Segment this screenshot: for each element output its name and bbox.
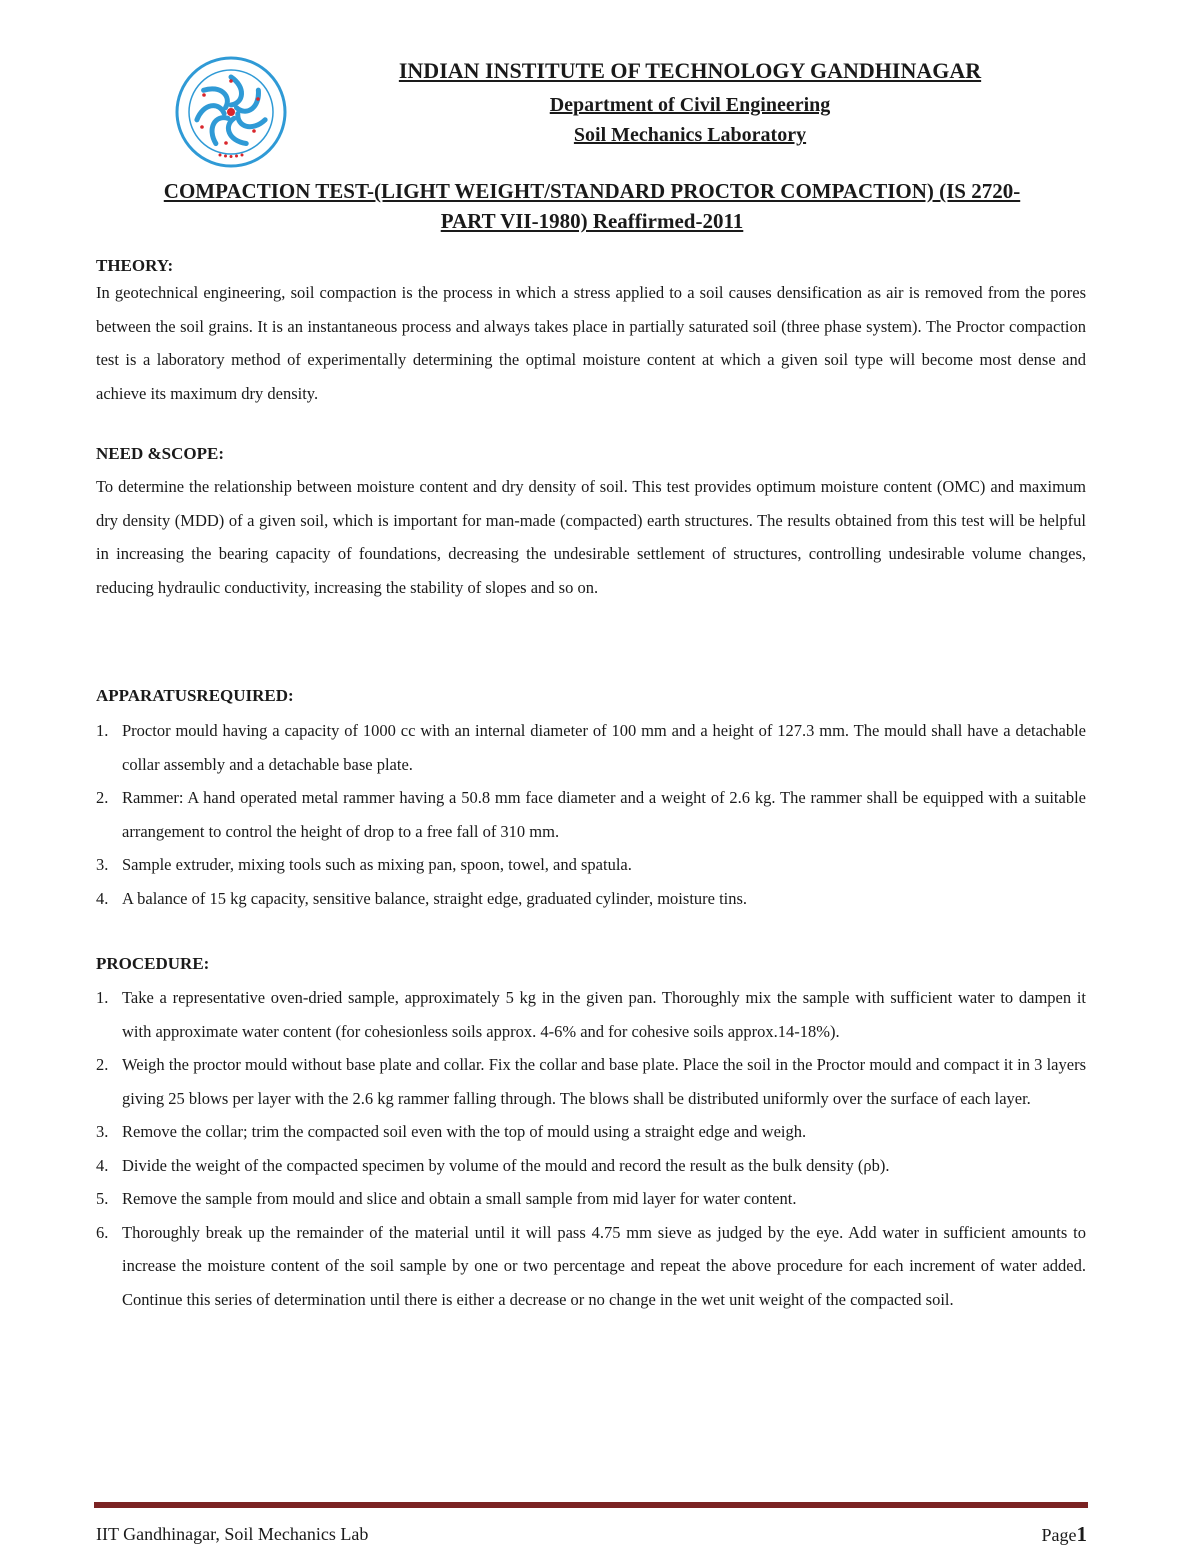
title-line-1: COMPACTION TEST-(LIGHT WEIGHT/STANDARD PROCTOR COMPACTION) (IS 2720- xyxy=(163,179,1021,203)
list-item-number: 2. xyxy=(96,788,109,807)
list-item-text: Remove the sample from mould and slice and obtain a small sample from mid layer for water content. xyxy=(122,1189,797,1208)
list-item xyxy=(96,1115,1086,1149)
apparatus-list xyxy=(96,714,1086,915)
list-item xyxy=(96,981,1086,1048)
list-item-text: Rammer: A hand operated metal rammer having a 50.8 mm face diameter and a weight of 2.6 kg. The rammer shall be equipped with a suitable arrangement to control the height of drop to a free fall of 310 mm. xyxy=(122,788,1086,841)
list-item-text: Sample extruder, mixing tools such as mixing pan, spoon, towel, and spatula. xyxy=(122,855,632,874)
list-item-number: 2. xyxy=(96,1055,109,1074)
lab-name: Soil Mechanics Laboratory xyxy=(573,124,807,146)
list-item-text: A balance of 15 kg capacity, sensitive balance, straight edge, graduated cylinder, moisture tins. xyxy=(122,888,748,908)
list-item xyxy=(96,1182,1086,1216)
list-item xyxy=(96,1048,1086,1115)
list-item xyxy=(96,848,1086,882)
list-item xyxy=(96,781,1086,848)
footer-rule xyxy=(94,1502,1088,1508)
list-item-text: Weigh the proctor mould without base plate and collar. Fix the collar and base plate. Place the soil in the Proctor mould and compact it in 3 layers giving 25 blows per layer with the 2.6 kg rammer falling through. The blows shall be distributed uniformly over the surface of each layer. xyxy=(122,1055,1086,1108)
theory-text: In geotechnical engineering, soil compaction is the process in which a stress applied to a soil causes densification as air is removed from the pores between the soil grains. It is an instantaneous process and always takes place in partially saturated soil (three phase system). The Proctor compaction test is a laboratory method of experimentally determining the optimal moisture content at which a given soil type will become most dense and achieve its maximum dry density. xyxy=(96,283,1086,403)
theory-heading: THEORY: xyxy=(96,256,174,275)
apparatus-heading: APPARATUSREQUIRED: xyxy=(96,686,294,705)
iitgn-logo-icon xyxy=(174,55,288,169)
list-item xyxy=(96,1216,1086,1317)
page-label: Page xyxy=(1041,1525,1077,1545)
footer-lab-name: IIT Gandhinagar, Soil Mechanics Lab xyxy=(96,1524,369,1544)
scope-heading: NEED &SCOPE: xyxy=(96,444,224,463)
page-number xyxy=(1042,1522,1088,1547)
list-item-number: 5. xyxy=(96,1189,109,1208)
list-item-text: Proctor mould having a capacity of 1000 cc with an internal diameter of 100 mm and a height of 127.3 mm. The mould shall have a detachable collar assembly and a detachable base plate. xyxy=(122,721,1086,774)
list-item xyxy=(96,882,1086,916)
list-item-number: 1. xyxy=(96,721,109,740)
scope-text: To determine the relationship between moisture content and dry density of soil. This test provides optimum moisture content (OMC) and maximum dry density (MDD) of a given soil, which is important for man-made (compacted) earth structures. The results obtained from this test will be helpful in increasing the bearing capacity of foundations, decreasing the undesirable settlement of structures, controlling undesirable volume changes, reducing hydraulic conductivity, increasing the stability of slopes and so on. xyxy=(96,477,1086,597)
list-item-text: Remove the collar; trim the compacted soil even with the top of mould using a straight edge and weigh. xyxy=(122,1122,807,1141)
list-item-text: Take a representative oven-dried sample, approximately 5 kg in the given pan. Thoroughly mix the sample with sufficient water to dampen it with approximate water content (for cohesionless soils approx. 4-6% and for cohesive soils approx.14-18%). xyxy=(122,988,1086,1041)
list-item-number: 3. xyxy=(96,1122,109,1141)
list-item-text: Divide the weight of the compacted specimen by volume of the mould and record the result as the bulk density (ρb). xyxy=(122,1155,890,1175)
list-item xyxy=(96,714,1086,781)
department-name: Department of Civil Engineering xyxy=(549,94,831,116)
list-item xyxy=(96,1149,1086,1183)
document-title xyxy=(96,176,1088,236)
list-item-number: 6. xyxy=(96,1222,109,1242)
list-item-number: 4. xyxy=(96,1155,109,1175)
list-item-number: 1. xyxy=(96,988,109,1007)
list-item-number: 4. xyxy=(96,888,109,908)
title-line-2: PART VII-1980) Reaffirmed-2011 xyxy=(440,209,744,233)
list-item-text: Thoroughly break up the remainder of the material until it will pass 4.75 mm sieve as judged by the eye. Add water in sufficient amounts to increase the moisture content of the soil sample by one or two percentage and repeat the above procedure for each increment of water added. Continue this series of determination until there is either a decrease or no change in the wet unit weight of the compacted soil. xyxy=(122,1222,1086,1309)
procedure-list xyxy=(96,981,1086,1316)
institute-name: INDIAN INSTITUTE OF TECHNOLOGY GANDHINAGAR xyxy=(398,58,982,83)
procedure-heading: PROCEDURE: xyxy=(96,954,210,973)
page-number-value: 1 xyxy=(1076,1522,1087,1546)
list-item-number: 3. xyxy=(96,855,109,874)
